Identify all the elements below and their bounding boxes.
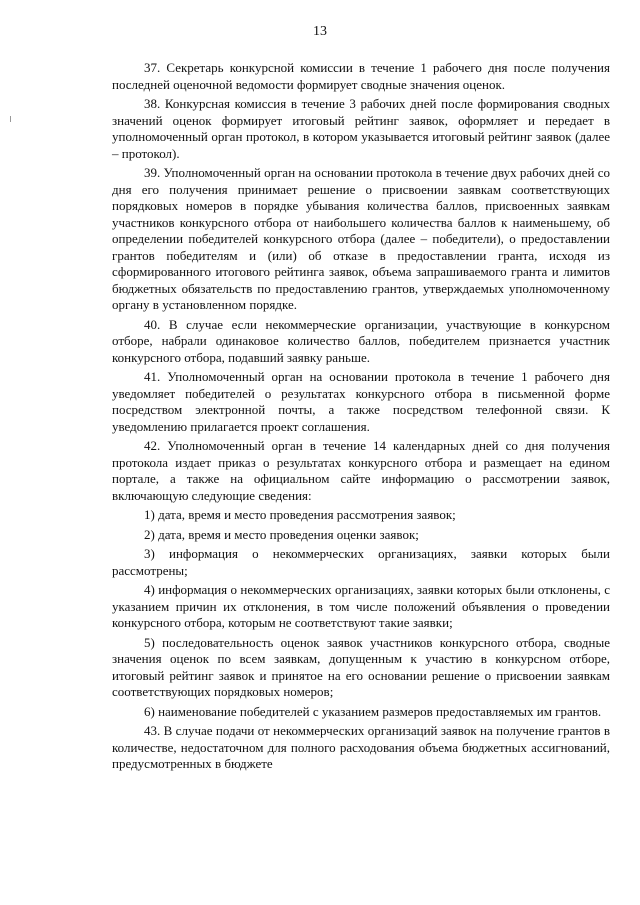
list-item-2: 2) дата, время и место проведения оценки заявок; [144,526,419,542]
paragraph-41: 41. Уполномоченный орган на основании протокола в течение 1 рабочего дня уведомляет победителей о результатах конкурсного отбора в письменной форме посредством электронной почты, а также посредством телефонной связи. К уведомлению прилагается проект соглашения. [112,369,610,434]
paragraph-42: 42. Уполномоченный орган в течение 14 календарных дней со дня получения протокола издает приказ о результатах конкурсного отбора и размещает на едином портале, а также на официальном сайте информацию о рассмотрении заявок, включающую следующие сведения: [112,438,610,503]
paragraph-40: 40. В случае если некоммерческие организации, участвующие в конкурсном отборе, набрали одинаковое количество баллов, победителем признается участник конкурсного отбора, подавший заявку раньше. [112,316,610,365]
paragraph-43: 43. В случае подачи от некоммерческих организаций заявок на получение грантов в количестве, недостаточном для полного расходования объема бюджетных ассигнований, предусмотренных в бюджете [112,723,610,771]
list-item-3: 3) информация о некоммерческих организациях, заявки которых были рассмотрены; [112,546,610,578]
margin-mark [10,116,11,122]
list-item-5: 5) последовательность оценок заявок участников конкурсного отбора, сводные значения оценок по всем заявкам, допущенным к участию в конкурсном отборе, итоговый рейтинг заявок и принятое на его основании решение о присвоении заявкам соответствующих порядковых номеров; [112,634,610,699]
paragraph-39: 39. Уполномоченный орган на основании протокола в течение двух рабочих дней со дня его получения принимает решение о присвоении заявкам соответствующих порядковых номеров в порядке убывания количества баллов, присвоенных заявкам участников конкурсного отбора от наибольшего количества баллов к наименьшему, об определении победителей конкурсного отбора (далее – победители), о предоставлении грантов победителям и (или) об отказе в предоставлении гранта, исходя из сформированного итогового рейтинга заявок, объема запрашиваемого гранта и лимитов бюджетных обязательств по предоставлению грантов, утверждаемых уполномоченному органу в установленном порядке. [112,165,611,312]
paragraph-37: 37. Секретарь конкурсной комиссии в течение 1 рабочего дня после получения последней оценочной ведомости формирует сводные значения оценок. [112,60,610,92]
list-item-1: 1) дата, время и место проведения рассмотрения заявок; [144,507,456,522]
list-item-4: 4) информация о некоммерческих организациях, заявки которых были отклонены, с указанием причин их отклонения, в том числе положений объявления о проведении конкурсного отбора, которым не соответствуют такие заявки; [112,582,610,630]
paragraph-38: 38. Конкурсная комиссия в течение 3 рабочих дней после формирования сводных значений оценок формирует итоговый рейтинг заявок, оформляет и передает в уполномоченный орган протокол, в котором указывается итоговый рейтинг заявок (далее – протокол). [112,96,610,161]
page-number: 13 [313,24,327,39]
list-item-6: 6) наименование победителей с указанием размеров предоставляемых им грантов. [144,703,602,719]
document-body [112,60,610,776]
